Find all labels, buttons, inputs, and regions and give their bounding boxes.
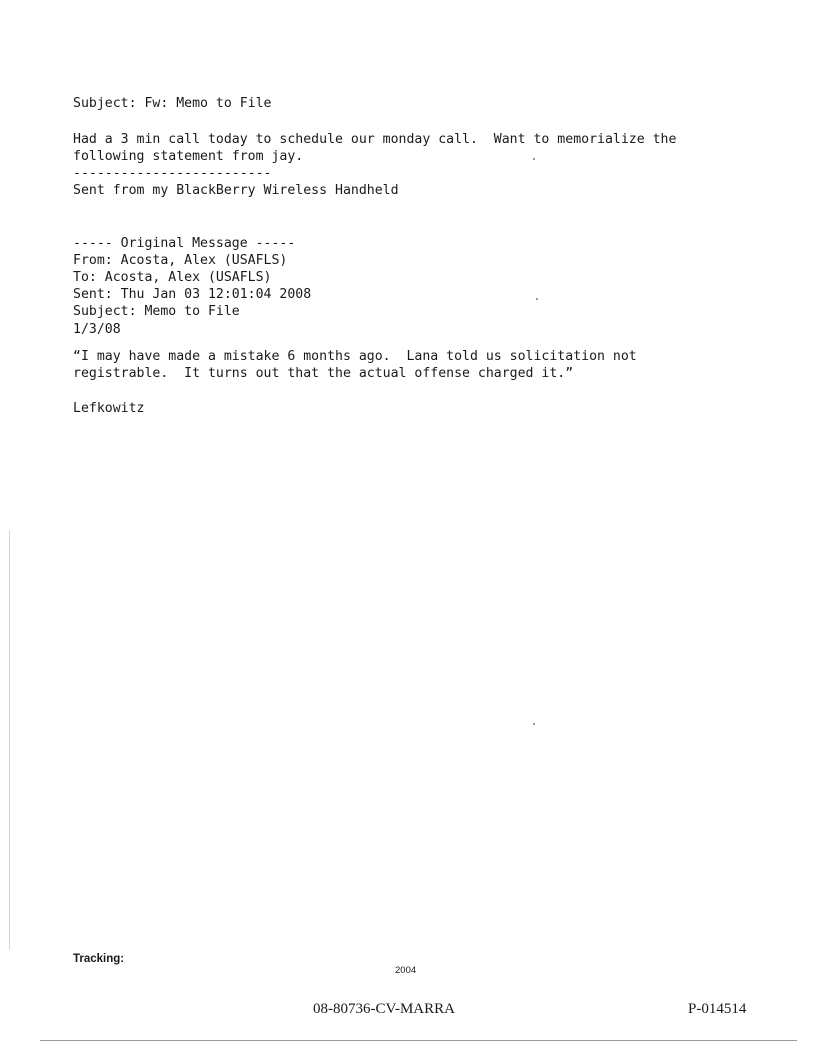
scan-speck [533,158,535,160]
bates-number: P-014514 [688,1001,747,1017]
page-number: 2004 [395,965,417,976]
quote-line: “I may have made a mistake 6 months ago. Lana told us solicitation not [73,349,637,364]
case-number: 08-80736-CV-MARRA [313,1001,455,1017]
blackberry-signature: Sent from my BlackBerry Wireless Handheld [73,183,399,198]
scan-edge-line [9,530,10,950]
email-subject: Subject: Fw: Memo to File [73,96,272,111]
from-line: From: Acosta, Alex (USAFLS) [73,253,288,268]
scan-speck [533,723,535,725]
scan-speck [536,298,538,300]
tracking-label: Tracking: [73,953,125,965]
original-subject-line: Subject: Memo to File [73,304,240,319]
to-line: To: Acosta, Alex (USAFLS) [73,270,272,285]
separator-line: ------------------------- [73,166,272,181]
memo-date: 1/3/08 [73,322,121,337]
body-line: Had a 3 min call today to schedule our monday call. Want to memorialize the [73,132,677,147]
memo-signature: Lefkowitz [73,401,145,416]
bottom-rule [40,1040,797,1041]
original-message-banner: ----- Original Message ----- [73,236,296,251]
memo-quote [73,348,637,382]
email-body [73,131,676,199]
body-line: following statement from jay. [73,149,304,164]
sent-line: Sent: Thu Jan 03 12:01:04 2008 [73,287,312,302]
quote-line: registrable. It turns out that the actual offense charged it.” [73,366,574,381]
original-message-header [73,235,311,320]
